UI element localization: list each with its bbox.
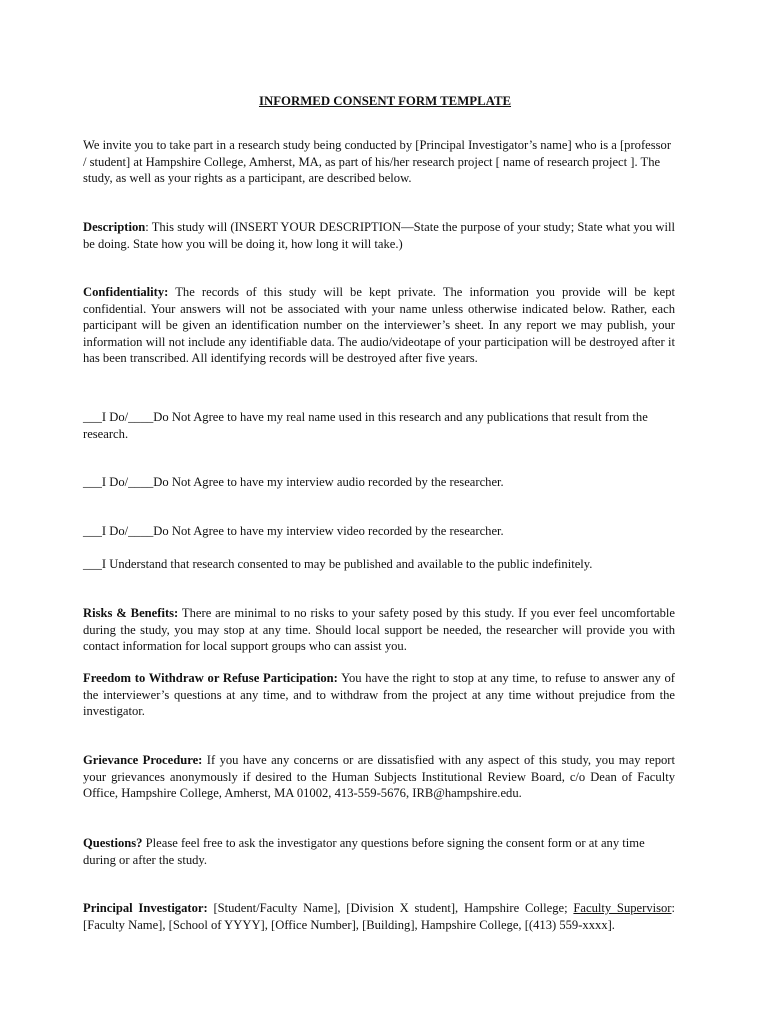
grievance-text: If you have any concerns or are dissatisfied with any aspect of this study, you may report your grievances anonymously if desired to the Human Subjects Institutional Review Board, c/o Dean of Faculty Office, Hampshire College, Amherst, MA 01002, 413-559-5676, IRB@hampshire.edu. (83, 753, 675, 801)
confidentiality-text: The records of this study will be kept private. The information you provide will be kept confidential. Your answers will not be associated with your name unless otherwise indicated below. Rather, each participant will be given an identification number on the interviewer’s sheet. In any report we may publish, your information will not include any identifiable data. The audio/videotape of your participation will be destroyed after it has been transcribed. All identifying records will be destroyed after five years. (83, 285, 675, 366)
questions-text: Please feel free to ask the investigator any questions before signing the consent form or at any time during or after the study. (83, 836, 645, 867)
principal-investigator-text: [Student/Faculty Name], [Division X student], Hampshire College; (207, 901, 574, 915)
freedom-text: You have the right to stop at any time, to refuse to answer any of the interviewer’s questions at any time, and to withdraw from the project at any time without prejudice from the investigator. (83, 671, 676, 719)
risks-label: Risks & Benefits: (83, 606, 179, 620)
principal-investigator-label: Principal Investigator: (83, 901, 208, 915)
document-title: INFORMED CONSENT FORM TEMPLATE (258, 94, 512, 108)
description-text: : This study will (INSERT YOUR DESCRIPTION—State the purpose of your study; State what you will be doing. State how you will be doing it, how long it will take.) (83, 220, 675, 251)
grievance-label: Grievance Procedure: (83, 753, 203, 767)
consent-item-audio: ___I Do/____Do Not Agree to have my interview audio recorded by the researcher. (83, 475, 504, 489)
description-paragraph (83, 219, 675, 252)
faculty-supervisor-text: : [Faculty Name], [School of YYYY], [Office Number], [Building], Hampshire College, [(413) 559-xxxx]. (83, 901, 676, 932)
questions-paragraph (83, 835, 675, 868)
risks-paragraph (83, 605, 675, 655)
intro-paragraph: We invite you to take part in a research study being conducted by [Principal Investigator’s name] who is a [professor / student] at Hampshire College, Amherst, MA, as part of his/her research project [ name of research project ]. The study, as well as your rights as a participant, are described below. (83, 138, 672, 186)
grievance-paragraph (83, 752, 675, 802)
consent-item-real-name: ___I Do/____Do Not Agree to have my real name used in this research and any publications that result from the research. (83, 410, 648, 441)
confidentiality-label: Confidentiality: (83, 285, 169, 299)
faculty-supervisor-label: Faculty Supervisor (573, 901, 672, 915)
risks-text: There are minimal to no risks to your safety posed by this study. If you ever feel uncomfortable during the study, you may stop at any time. Should local support be needed, the researcher will provide you with contact information for local support groups who can assist you. (83, 606, 675, 654)
freedom-paragraph (83, 670, 675, 720)
questions-label: Questions? (83, 836, 143, 850)
consent-item-video: ___I Do/____Do Not Agree to have my interview video recorded by the researcher. (83, 524, 504, 538)
principal-investigator-paragraph (83, 900, 675, 933)
consent-item-publication: ___I Understand that research consented to may be published and available to the public indefinitely. (83, 557, 593, 571)
description-label: Description (83, 220, 146, 234)
freedom-label: Freedom to Withdraw or Refuse Participation: (83, 671, 338, 685)
confidentiality-paragraph (83, 284, 675, 367)
